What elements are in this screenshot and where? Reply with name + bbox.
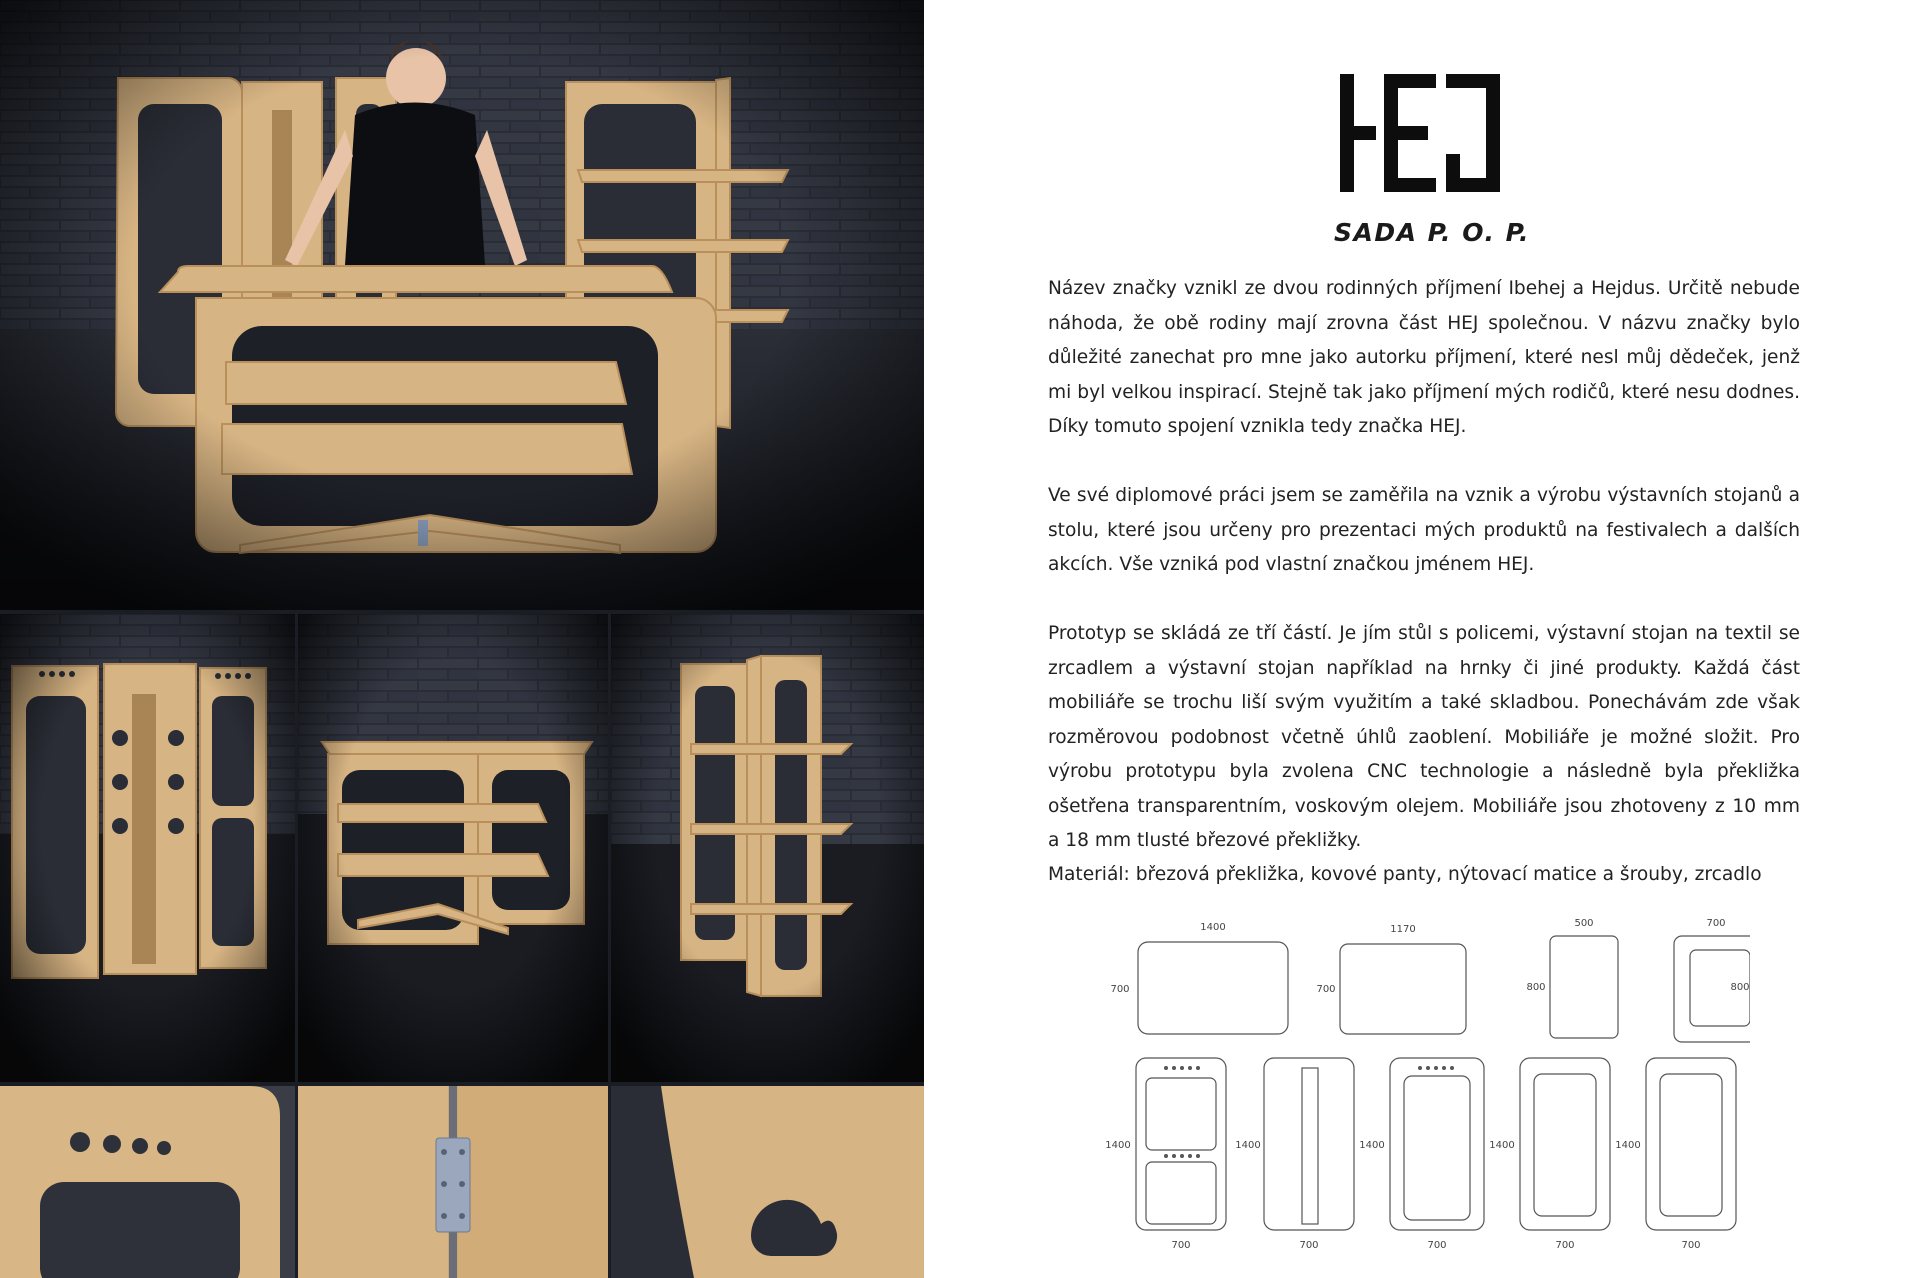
brand-logo [1340,74,1520,192]
drawing-tabletop [1138,942,1288,1034]
dim-top-2-width: 1170 [1390,924,1416,935]
photo-detail-hinge [298,1086,608,1278]
text-column-4 [1048,858,1800,893]
dim-bottom-5-height: 1400 [1615,1140,1641,1151]
photo-detail-holes [0,1086,295,1278]
dim-top-1-height: 700 [1110,984,1130,995]
dim-top-4-width: 700 [1706,918,1726,929]
photo-table [298,614,608,1082]
photo-shelf-stand [611,614,924,1082]
dim-top-2-height: 700 [1316,984,1336,995]
dim-top-1-width: 1400 [1200,922,1226,933]
dim-bottom-2-width: 700 [1299,1240,1319,1251]
dim-bottom-1-height: 1400 [1105,1140,1131,1151]
dim-bottom-4-width: 700 [1555,1240,1575,1251]
photo-folding-stand [0,614,295,1082]
drawing-board [1550,936,1618,1038]
dim-bottom-2-height: 1400 [1235,1140,1261,1151]
paragraph-material: Materiál: březová překližka, kovové panty, nýtovací matice a šrouby, zrcadlo [1048,864,1762,885]
text-column-3 [1048,617,1800,859]
hero-photo [0,0,924,610]
text-column-2 [1048,479,1800,583]
dim-bottom-3-width: 700 [1427,1240,1447,1251]
dim-bottom-4-height: 1400 [1489,1140,1515,1151]
dim-top-4-height: 800 [1730,982,1750,993]
dim-bottom-1-width: 700 [1171,1240,1191,1251]
photo-detail-cutout [611,1086,924,1278]
paragraph-brand-origin: Název značky vznikl ze dvou rodinných příjmení Ibehej a Hejdus. Určitě nebude náhoda, že obě rodiny mají zrovna část HEJ společnou. V názvu značky bylo důležité zanechat pro mne jako autorku příjmení, které nesl můj dědeček, jenž mi byl velkou inspirací. Stejně tak jako příjmení mých rodičů, které nesu dodnes. Díky tomuto spojení vznikla tedy značka HEJ. [1048,278,1800,437]
paragraph-prototype: Prototyp se skládá ze tří částí. Je jím stůl s policemi, výstavní stojan na textil se zrcadlem a výstavní stojan například na hrnky či jiné produkty. Každá část mobiliáře se trochu liší svým využitím a také skladbou. Ponechávám zde však rozměrovou podobnost včetně úhlů zaoblení. Mobiliáře je možné složit. Pro výrobu prototypu byla zvolena CNC technologie a následně byla překližka ošetřena transparentním, voskovým olejem. Mobiliáře jsou zhotoveny z 10 mm a 18 mm tlusté březové překližky. [1048,623,1800,851]
photo-collage [0,0,924,1278]
technical-drawings [1090,900,1750,1260]
drawing-shelf [1340,944,1466,1034]
text-column [1048,272,1800,445]
dim-bottom-3-height: 1400 [1359,1140,1385,1151]
dim-top-3-height: 800 [1526,982,1546,993]
page-subtitle: SADA P. O. P. [1334,218,1531,247]
dim-top-3-width: 500 [1574,918,1594,929]
dim-bottom-5-width: 700 [1681,1240,1701,1251]
paragraph-thesis: Ve své diplomové práci jsem se zaměřila na vznik a výrobu výstavních stojanů a stolu, které jsou určeny pro prezentaci mých produktů na festivalech a dalších akcích. Vše vzniká pod vlastní značkou jménem HEJ. [1048,485,1800,575]
